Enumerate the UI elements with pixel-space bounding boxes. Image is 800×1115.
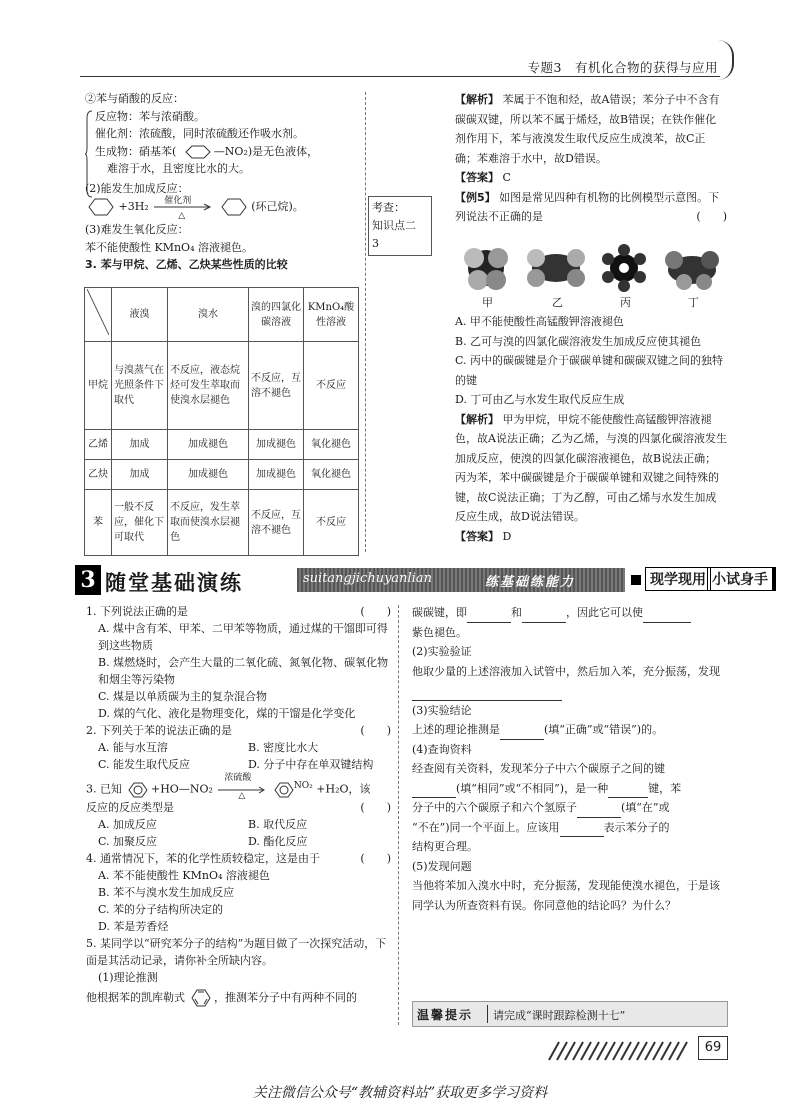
molecule-label: 乙 [552,296,563,309]
answer-blank[interactable] [608,785,648,798]
table-header-cell: 溴水 [168,288,249,342]
column-divider-bottom [398,605,399,1025]
answer-blank[interactable] [500,727,544,740]
table-header-cell: 液溴 [112,288,168,342]
answer2-value: D [502,529,512,543]
text: 键，苯 [648,781,682,795]
section-tag: 小试身手 [707,567,776,591]
text: 结构更合理。 [412,840,478,853]
item-nitration: ②苯与硝酸的反应： [85,92,184,105]
option-b: B. 密度比水大 [248,741,319,754]
text: (填“正确”或“错误”)的。 [544,723,664,736]
option-d: D. 分子中存在单双键结构 [248,758,374,771]
answer-paren: ( ) [360,724,391,737]
answer-value: C [502,171,511,184]
text: 表示苯分子的 [603,820,670,834]
text: “不在”)同一个平面上。应该用 [412,820,560,834]
question-2-options [86,739,391,773]
text: 当他将苯加入溴水中时，充分振荡，发现能使溴水褪色，于是该同学认为所查资料有误。你同意他的结论吗？为什么？ [412,879,720,912]
question-stem: 2. 下列关于苯的说法正确的是 [86,724,232,737]
page-number: 69 [698,1036,728,1060]
analysis-text: 苯属于不饱和烃，故A错误；苯分子中不含有碳碳双键，所以苯不属于烯烃，故B错误；在铁作催化剂作用下，苯与液溴发生取代反应生成溴苯，故C正确；苯难溶于水中，故D错误。 [455,93,720,165]
question-4 [86,850,391,867]
table-cell: 不反应，液态烷烃可发生萃取而使溴水层褪色 [168,342,249,430]
answer-blank[interactable] [577,805,621,818]
table-header-cell: KMnO₄酸性溶液 [304,288,359,342]
table-cell: 不反应，互溶不褪色 [249,342,304,430]
catalyst-line: 催化剂：浓硫酸，同时浓硫酸还作吸水剂。 [95,127,304,140]
arrow-heat: △ [178,211,186,221]
text: 他取少量的上述溶液加入试管中，然后加入苯，充分振荡，发现 [412,664,720,678]
question-3-options [86,816,391,850]
option-c: C. 能发生取代反应 [98,758,191,771]
option-d: D. 苯是芳香烃 [98,920,169,933]
table-cell: 加成 [112,460,168,490]
option-b: B. 取代反应 [248,818,308,831]
answer-blank[interactable] [412,688,562,701]
analysis2-text: 甲为甲烷，甲烷不能使酸性高锰酸钾溶液褪色，故A说法正确；乙为乙烯，与溴的四氯化碳溶液发生加成反应，使溴的四氯化碳溶液褪色，故B说法正确；丙为苯，苯中碳碳键是介于碳碳单键和双键之间特殊的键，故C说法正确；丁为乙醇，可由乙烯与水发生加成反应生成，故D说法错误。 [455,412,727,523]
answer-block [455,168,727,188]
option-b: B. 煤燃烧时，会产生大量的二氧化硫、氮氧化物、碳氧化物和烟尘等污染物 [98,656,389,686]
table-cell: 不反应，互溶不褪色 [249,490,304,556]
table-cell: 加成褪色 [168,460,249,490]
section-tag: 现学现用 [645,567,711,591]
left-top-content [85,90,365,274]
table-cell: 氧化褪色 [304,430,359,460]
example5-label: 【例5】 [455,190,496,204]
text: 和 [511,606,522,619]
answer-blank[interactable] [412,785,456,798]
compare-title: 3. 苯与甲烷、乙烯、乙炔某些性质的比较 [85,258,288,271]
header-arc [718,40,734,80]
table-cell: 加成褪色 [249,460,304,490]
benzene-ring-icon [85,197,115,217]
table-cell: 与溴蒸气在光照条件下取代 [112,342,168,430]
question-1 [86,603,391,620]
addition-product: (环己烷)。 [251,200,304,213]
section-title: 随堂基础演练 [105,571,243,595]
answer-paren: ( ) [360,852,391,865]
table-cell: 加成 [112,430,168,460]
benzene-ring-icon [126,781,148,799]
step-title: (5)发现问题 [412,859,472,873]
step4-line2 [412,779,726,799]
step4-line3 [412,798,726,818]
step2-text [412,662,726,701]
answer-paren: ( ) [360,801,391,814]
table-header-row [85,288,359,342]
question-stem: ，推测苯分子中有两种不同的 [214,991,357,1004]
question-stem: 他根据苯的凯库勒式 [86,991,185,1004]
option-d: D. 丁可由乙与水发生取代反应生成 [455,393,625,406]
question-2 [86,722,391,739]
oxidation-title: (3)难发生氧化反应： [85,223,189,236]
analysis-block [455,90,727,168]
column-divider-top [365,92,366,552]
kekule-structure-icon [189,988,211,1008]
answer-blank[interactable] [643,610,691,623]
text: 碳碳键，即 [412,606,467,619]
arrow-heat: △ [238,790,246,801]
option-a: A. 煤中含有苯、甲苯、二甲苯等物质，通过煤的干馏即可得到这些物质 [98,622,388,652]
option-a: A. 能与水互溶 [98,741,168,754]
option-a: A. 甲不能使酸性高锰酸钾溶液褪色 [455,315,624,328]
example5-text: 如图是常见四种有机物的比例模型示意图。下列说法不正确的是 [455,190,720,223]
product-pre: 生成物：硝基苯( [95,144,177,158]
question-stem: 3. 已知 [86,782,122,796]
analysis2-block [455,410,727,527]
product-post: )是无色液体， [247,144,319,158]
table-cell: 加成褪色 [168,430,249,460]
answer-blank[interactable] [467,610,511,623]
table-cell: 不反应，发生萃取而使溴水层褪色 [168,490,249,556]
stripe-decoration [545,1040,695,1062]
question-3 [86,773,391,799]
comparison-table [84,287,359,556]
answer-blank[interactable] [522,610,566,623]
reminder-text: 请完成“课时跟踪检测十七” [493,1009,626,1022]
right-top-content [455,90,727,227]
question-5: 5. 某同学以“研究苯分子的结构”为题目做了一次探究活动，下面是其活动记录，请你补全所缺内容。 [86,937,387,967]
step-title: (4)查询资料 [412,742,472,756]
table-cell: 甲烷 [85,342,112,430]
molecule-label: 甲 [482,296,493,309]
section-number: 3 [75,565,101,595]
option-a: A. 加成反应 [98,818,157,831]
page-header-title: 专题3 有机化合物的获得与应用 [527,60,718,75]
option-a: A. 苯不能使酸性 KMnO₄ 溶液褪色 [98,869,270,882]
product-no2: —NO₂ [213,144,248,158]
option-c: C. 煤是以单质碳为主的复杂混合物 [98,690,268,703]
table-header-cell: 溴的四氯化碳溶液 [249,288,304,342]
oxidation-text: 苯不能使酸性 KMnO₄ 溶液褪色。 [85,240,253,254]
reaction-arrow [152,196,214,221]
cyclohexane-ring-icon [218,197,248,217]
option-c: C. 丙中的碳碳键是介于碳碳单键和碳碳双键之间的独特的键 [455,354,724,387]
question-stem: 反应的反应类型是 [86,801,174,814]
step-title: (2)实验验证 [412,645,472,658]
option-d: D. 酯化反应 [248,835,308,848]
addition-h2: +3H₂ [118,200,149,213]
molecule-models [452,240,728,312]
table-cell: 氧化褪色 [304,460,359,490]
question-stem: 1. 下列说法正确的是 [86,605,188,618]
question-stem: 4. 通常情况下，苯的化学性质较稳定，这是由于 [86,852,320,865]
footer-watermark: 关注微信公众号“教辅资料站”获取更多学习资料 [252,1085,548,1101]
text: (填“在”或 [621,801,670,814]
table-cell: 加成褪色 [249,430,304,460]
addition-title: (2)能发生加成反应： [85,181,189,195]
table-row [85,460,359,490]
table-row [85,342,359,430]
section-strip [297,568,625,592]
section-slogan: 练基础练能力 [485,575,576,590]
note-line: 考查： [372,201,405,214]
product-line [95,143,365,161]
space-filling-models-image [452,240,728,296]
brace-icon [85,110,93,198]
molecule-label: 丁 [688,296,699,309]
text: ，因此它可以使 [566,606,643,619]
answer-blank[interactable] [560,824,604,837]
nitro-group: NO₂ [293,781,313,791]
arrow-catalyst: 催化剂 [164,196,192,206]
answer-label: 【答案】 [455,171,499,184]
addition-equation [85,197,365,221]
knowledge-point-note [368,196,432,256]
step4-line4 [412,818,726,838]
questions-left [86,603,391,1010]
reminder-box [412,1001,728,1027]
nitric-acid-formula: +HO—NO₂ [151,782,213,796]
arrow-catalyst: 浓硫酸 [224,772,252,783]
table-cell: 不反应 [304,342,359,430]
question-5-kekule-line [86,986,391,1010]
option-b: B. 苯不与溴水发生加成反应 [98,886,235,899]
molecule-label: 丙 [620,296,631,309]
question-5-part1: (1)理论推测 [98,971,158,984]
question-stem: +H₂O，该 [316,782,371,796]
reactants-line: 反应物：苯与浓硝酸。 [95,109,205,123]
text: 经查阅有关资料，发现苯分子中六个碳原子之间的键 [412,762,665,775]
note-line: 3 [372,237,379,250]
text: 上述的理论推测是 [412,723,500,736]
analysis-label: 【解析】 [455,93,499,106]
example5-options [455,312,727,546]
table-cell: 乙烯 [85,430,112,460]
questions-right [412,603,726,915]
reminder-divider [487,1005,488,1023]
diagonal-line [87,289,109,335]
text: 紫色褪色。 [412,625,467,639]
option-b: B. 乙可与溴的四氯化碳溶液发生加成反应使其褪色 [455,334,702,348]
text: 分子中的六个碳原子和六个氢原子 [412,801,577,814]
note-line: 知识点二 [372,219,416,232]
step-title: (3)实验结论 [412,703,472,717]
benzene-ring-icon [272,781,294,799]
nitration-brace-group [85,108,365,178]
table-cell: 乙炔 [85,460,112,490]
benzene-ring-icon [180,144,214,160]
table-cell: 一般不反应，催化下可取代 [112,490,168,556]
answer-paren: ( ) [360,605,391,618]
answer-label: 【答案】 [455,529,499,543]
text: (填“相同”或“不相同”)，是一种 [456,781,609,795]
q5-line1 [412,603,726,623]
reminder-label: 温馨提示 [417,1008,474,1022]
step3-text [412,720,726,740]
option-c: C. 加聚反应 [98,835,158,848]
header-rule [80,76,720,77]
reaction-arrow [216,772,268,801]
question-3-line2 [86,799,391,816]
option-d: D. 煤的气化、液化是物理变化，煤的干馏是化学变化 [98,707,356,720]
table-cell: 不反应 [304,490,359,556]
answer-paren: ( ) [696,210,727,223]
section-banner [75,565,768,595]
analysis-label: 【解析】 [455,412,499,426]
answer2-block [455,527,727,547]
option-c: C. 苯的分子结构所决定的 [98,903,224,916]
table-row [85,490,359,556]
section-pinyin: suitangjichuyanlian [303,571,432,586]
product-line2: 难溶于水，且密度比水的大。 [107,162,250,175]
table-cell: 苯 [85,490,112,556]
example5-block [455,188,727,227]
table-corner-cell [85,288,112,342]
square-icon [631,575,641,585]
table-row [85,430,359,460]
